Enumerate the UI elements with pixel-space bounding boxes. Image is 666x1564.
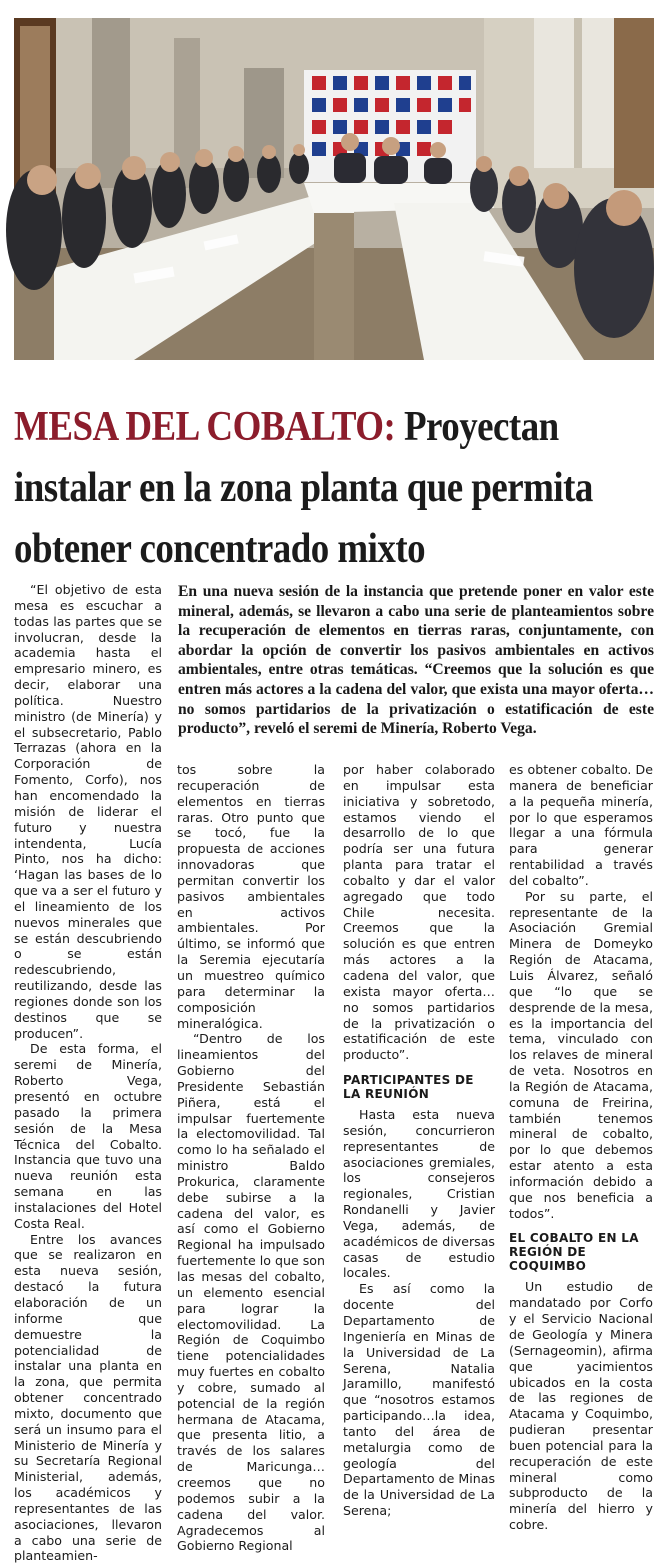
column-3-paragraph-2: Hasta esta nueva sesión, concurrieron representantes de asociaciones gremiales, los consejeros regionales, Cristian Rondanelli y Javier Vega, además, de académicos de diversas casas de estudio locales. [343, 1107, 495, 1281]
column-2-paragraph-1: tos sobre la recuperación de elementos en tierras raras. Otro punto que se tocó, fue la propuesta de acciones innovadoras que permitan convertir los pasivos ambientales en activos ambientales. Por último, se informó que la Seremia ejecutaría un muestreo químico para determinar la composición mineralógica. [177, 762, 325, 1031]
column-4 [509, 762, 653, 1533]
column-3-paragraph-3: Es así como la docente del Departamento de Ingeniería en Minas de la Universidad de La Serena, Natalia Jaramillo, manifestó que “nosotros estamos participando…la idea, tanto del área de metalurgia como de geología del Departamento de Minas de la Universidad de La Serena; [343, 1281, 496, 1519]
column-2-paragraph-2: “Dentro de los lineamientos del Gobierno del Presidente Sebastián Piñera, está el impulsar fuertemente la electomovilidad. Tal como lo ha señalado el ministro Baldo Prokurica, claramente debe subirse a la cadena del valor, es así como el Gobierno Regional ha impulsado fuertemente lo que son las mesas del cobalto, un elemento esencial para lograr la electomovilidad. La Región de Coquimbo tiene potencialidades muy fuertes en cobalto y cobre, sumado al potencial de la región hermana de Atacama, que presenta litio, a través de los salares de Maricunga…creemos que no podemos subir a la cadena del valor. Agradecemos al Gobierno Regional [177, 1031, 325, 1554]
column-3-subheading: PARTICIPANTES DE LA REUNIÓN [343, 1073, 474, 1102]
headline [14, 397, 654, 580]
column-1-paragraph-2: De esta forma, el seremi de Minería, Roberto Vega, presentó en octubre pasado la primera sesión de la Mesa Técnica del Cobalto. Instancia que tuvo una nueva reunión esta semana en las instalaciones del Hotel Costa Real. [14, 1041, 162, 1231]
column-2 [177, 762, 325, 1554]
lede-paragraph: En una nueva sesión de la instancia que pretende poner en valor este mineral, además, se llevaron a cabo una serie de planteamientos sobre la recuperación de elementos en tierras raras, conjuntamente, con abordar la opción de convertir los pasivos ambientales en activos ambientales, entre otras temáticas. “Creemos que la solución es que entren más actores a la cadena del valor, que exista una mayor oferta…no somos partidarios de la privatización o estatificación de este producto”, reveló el seremi de Minería, Roberto Vega. [178, 583, 654, 738]
column-3-paragraph-1: por haber colaborado en impulsar esta iniciativa y sobretodo, estamos viendo el desarrollo de lo que podría ser una futura planta para tratar el cobalto y dar el valor agregado que todo Chile necesita. Creemos que la solución es que entren más actores a la cadena del valor, que exista mayor oferta…no somos partidarios de la privatización o estatificación de este producto”. [343, 762, 495, 1063]
column-1-paragraph-3: Entre los avances que se realizaron en esta nueva sesión, destacó la futura elaboración de un informe que demuestre la potencialidad de instalar una planta en la zona, que permita obtener concentrado mixto, documento que será un insumo para el Ministerio de Minería y su Secretaría Regional Ministerial, además, los académicos y representantes de las asociaciones, llevaron a cabo una serie de planteamien- [14, 1231, 162, 1564]
column-4-paragraph-1: es obtener cobalto. De manera de beneficiar a la pequeña minería, por lo que esperamos llegar a una fórmula para generar rentabilidad a través del cobalto”. [509, 762, 653, 888]
column-3 [343, 762, 496, 1519]
column-4-paragraph-3: Un estudio de mandatado por Corfo y el Servicio Nacional de Geología y Minera (Sernageomin), afirma que yacimientos ubicados en la costa de las regiones de Atacama y Coquimbo, pudieran presentar buen potencial para la recuperación de este mineral como subproducto de la minería del hierro y cobre. [509, 1279, 653, 1533]
column-4-subheading: EL COBALTO EN LA REGIÓN DE COQUIMBO [509, 1231, 639, 1274]
column-1-paragraph-1: “El objetivo de esta mesa es escuchar a todas las partes que se involucran, desde la academia hasta el empresario minero, es decir, elaborar una política. Nuestro ministro (de Minería) y el subsecretario, Pablo Terrazas (ahora en la Corporación de Fomento, Corfo), nos han encomendado la misión de liderar el futuro y nuestra intendenta, Lucía Pinto, nos ha dicho: ‘Hagan las bases de lo que va a ser el futuro y el lineamiento de los nuevos minerales que se están descubriendo o se están redescubriendo, reutilizando, desde las regiones donde son los destinos que se producen”. [14, 582, 162, 1041]
meeting-photo [14, 18, 654, 360]
column-4-paragraph-2: Por su parte, el representante de la Asociación Gremial Minera de Domeyko Región de Atacama, Luis Álvarez, señaló que “lo que se desprende de la mesa, es la importancia del tema, vinculado con los relaves de mineral de veta. Nosotros en la Región de Atacama, comuna de Freirina, también tenemos mineral de cobalto, por lo que debemos estar atento a esta información debido a que nos beneficia a todos”. [509, 888, 653, 1221]
column-1 [14, 582, 162, 1564]
headline-text: Proyectan instalar en la zona planta que permita obtener concentrado mixto [14, 404, 593, 572]
headline-kicker: MESA DEL COBALTO: [14, 404, 396, 450]
